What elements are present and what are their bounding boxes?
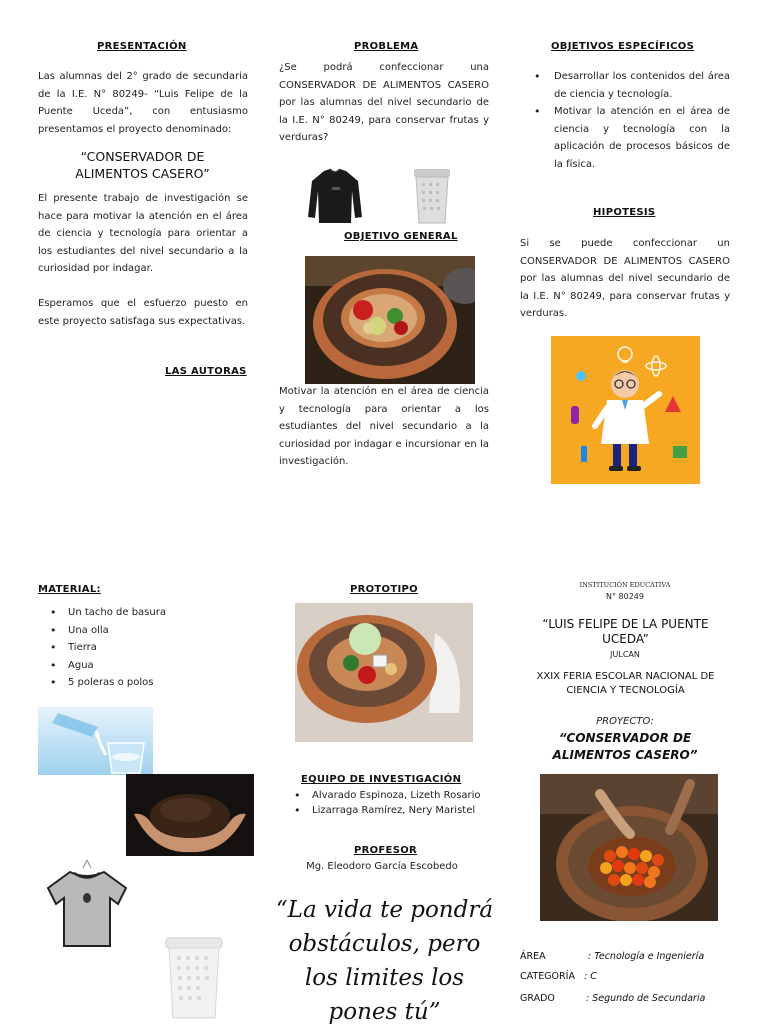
- objetivos-especificos-list: [520, 68, 730, 173]
- material-title: MATERIAL:: [38, 584, 101, 595]
- prototipo-title: PROTOTIPO: [350, 584, 418, 595]
- list-item: • Una olla: [38, 622, 248, 640]
- cover-institution-number: N° 80249: [606, 592, 644, 601]
- cover-project-label: PROYECTO:: [596, 716, 654, 727]
- list-item: • Agua: [38, 657, 248, 675]
- cover-category-row: [520, 971, 730, 985]
- problema-text: ¿Se podrá confeccionar una CONSERVADOR DE ALIMENTOS CASERO por las alumnas del nivel secundario de la I.E. N° 80249, para conservar frutas y verduras?: [279, 62, 489, 143]
- list-item: • 5 poleras o polos: [38, 674, 248, 692]
- profesor-title: PROFESOR: [354, 845, 417, 856]
- prototype-image: [295, 603, 473, 742]
- list-item: • Tierra: [38, 639, 248, 657]
- list-item: • Un tacho de basura: [38, 604, 248, 622]
- soil-hands-image: [126, 774, 254, 856]
- list-item: • Desarrollar los contenidos del área de ciencia y tecnología.: [520, 68, 730, 103]
- objetivo-general-text: Motivar la atención en el área de ciencia y tecnología para orientar a los estudiantes del nivel secundario a la curiosidad por indagar e incursionar en la investigación.: [279, 386, 489, 467]
- presentacion-title: PRESENTACIÓN: [97, 41, 187, 52]
- objetivo-general-title: OBJETIVO GENERAL: [344, 231, 458, 242]
- clay-pot-vegetables-image: [305, 256, 475, 384]
- cover-area-value: : Tecnología e Ingeniería: [588, 951, 705, 962]
- water-glass-image: [38, 707, 153, 775]
- cover-fair: XXIX FERIA ESCOLAR NACIONAL DE CIENCIA Y TECNOLOGÍA: [536, 671, 715, 696]
- presentacion-project-name: “CONSERVADOR DE ALIMENTOS CASERO”: [75, 149, 210, 181]
- cover-grade-label: GRADO: [520, 993, 555, 1004]
- tomatoes-pot-image: [540, 774, 718, 921]
- cover-area-label: ÁREA: [520, 951, 546, 962]
- hipotesis-text: Si se puede confeccionar un CONSERVADOR DE ALIMENTOS CASERO por las alumnas del nivel secundario de la I.E. N° 80249, para conservar frutas y verduras.: [520, 238, 730, 319]
- cover-school-name: “LUIS FELIPE DE LA PUENTE UCEDA”: [542, 617, 709, 646]
- equipo-list: [282, 788, 502, 818]
- cover-category-label: CATEGORÍA: [520, 971, 575, 982]
- problema-title: PROBLEMA: [354, 41, 419, 52]
- cover-category-value: : C: [584, 971, 597, 982]
- objetivos-especificos-title: OBJETIVOS ESPECÍFICOS: [551, 41, 695, 52]
- list-item: • Motivar la atención en el área de ciencia y tecnología con la aplicación de procesos básicos de la física.: [520, 103, 730, 173]
- cover-area-row: [520, 951, 730, 965]
- scientist-cartoon-image: [551, 336, 700, 484]
- motivational-quote: “La vida te pondrá obstáculos, pero los limites los pones tú”: [275, 897, 494, 1024]
- presentacion-signature: LAS AUTORAS: [165, 366, 247, 377]
- black-sweater-image: [304, 165, 366, 227]
- cover-institution-label: INSTITUCIÓN EDUCATIVA: [579, 581, 671, 589]
- hipotesis-title: HIPOTESIS: [593, 207, 656, 218]
- cover-grade-value: : Segundo de Secundaria: [586, 993, 706, 1004]
- list-item: • Lizarraga Ramírez, Nery Maristel: [282, 803, 502, 818]
- cover-grade-row: [520, 993, 730, 1007]
- cover-town: JULCAN: [610, 650, 640, 659]
- gray-tshirt-image: [42, 858, 132, 950]
- presentacion-paragraph-2: Esperamos que el esfuerzo puesto en este proyecto satisfaga sus expectativas.: [38, 298, 248, 327]
- white-basket-image: [162, 934, 226, 1020]
- presentacion-paragraph-1: El presente trabajo de investigación se hace para motivar la atención en el área de ciencia y tecnología para orientar a los estudiantes del nivel secundario a la curiosidad por indagar.: [38, 193, 248, 274]
- cover-project-name: “CONSERVADOR DE ALIMENTOS CASERO”: [552, 731, 698, 762]
- equipo-title: EQUIPO DE INVESTIGACIÓN: [301, 774, 462, 785]
- list-item: • Alvarado Espinoza, Lizeth Rosario: [282, 788, 502, 803]
- material-list: [38, 604, 248, 692]
- presentacion-intro: Las alumnas del 2° grado de secundaria de la I.E. N° 80249- “Luis Felipe de la Puente Uceda”, con entusiasmo presentamos el proyecto denominado:: [38, 71, 248, 135]
- profesor-name: Mg. Eleodoro García Escobedo: [306, 861, 458, 872]
- laundry-basket-image: [410, 165, 454, 227]
